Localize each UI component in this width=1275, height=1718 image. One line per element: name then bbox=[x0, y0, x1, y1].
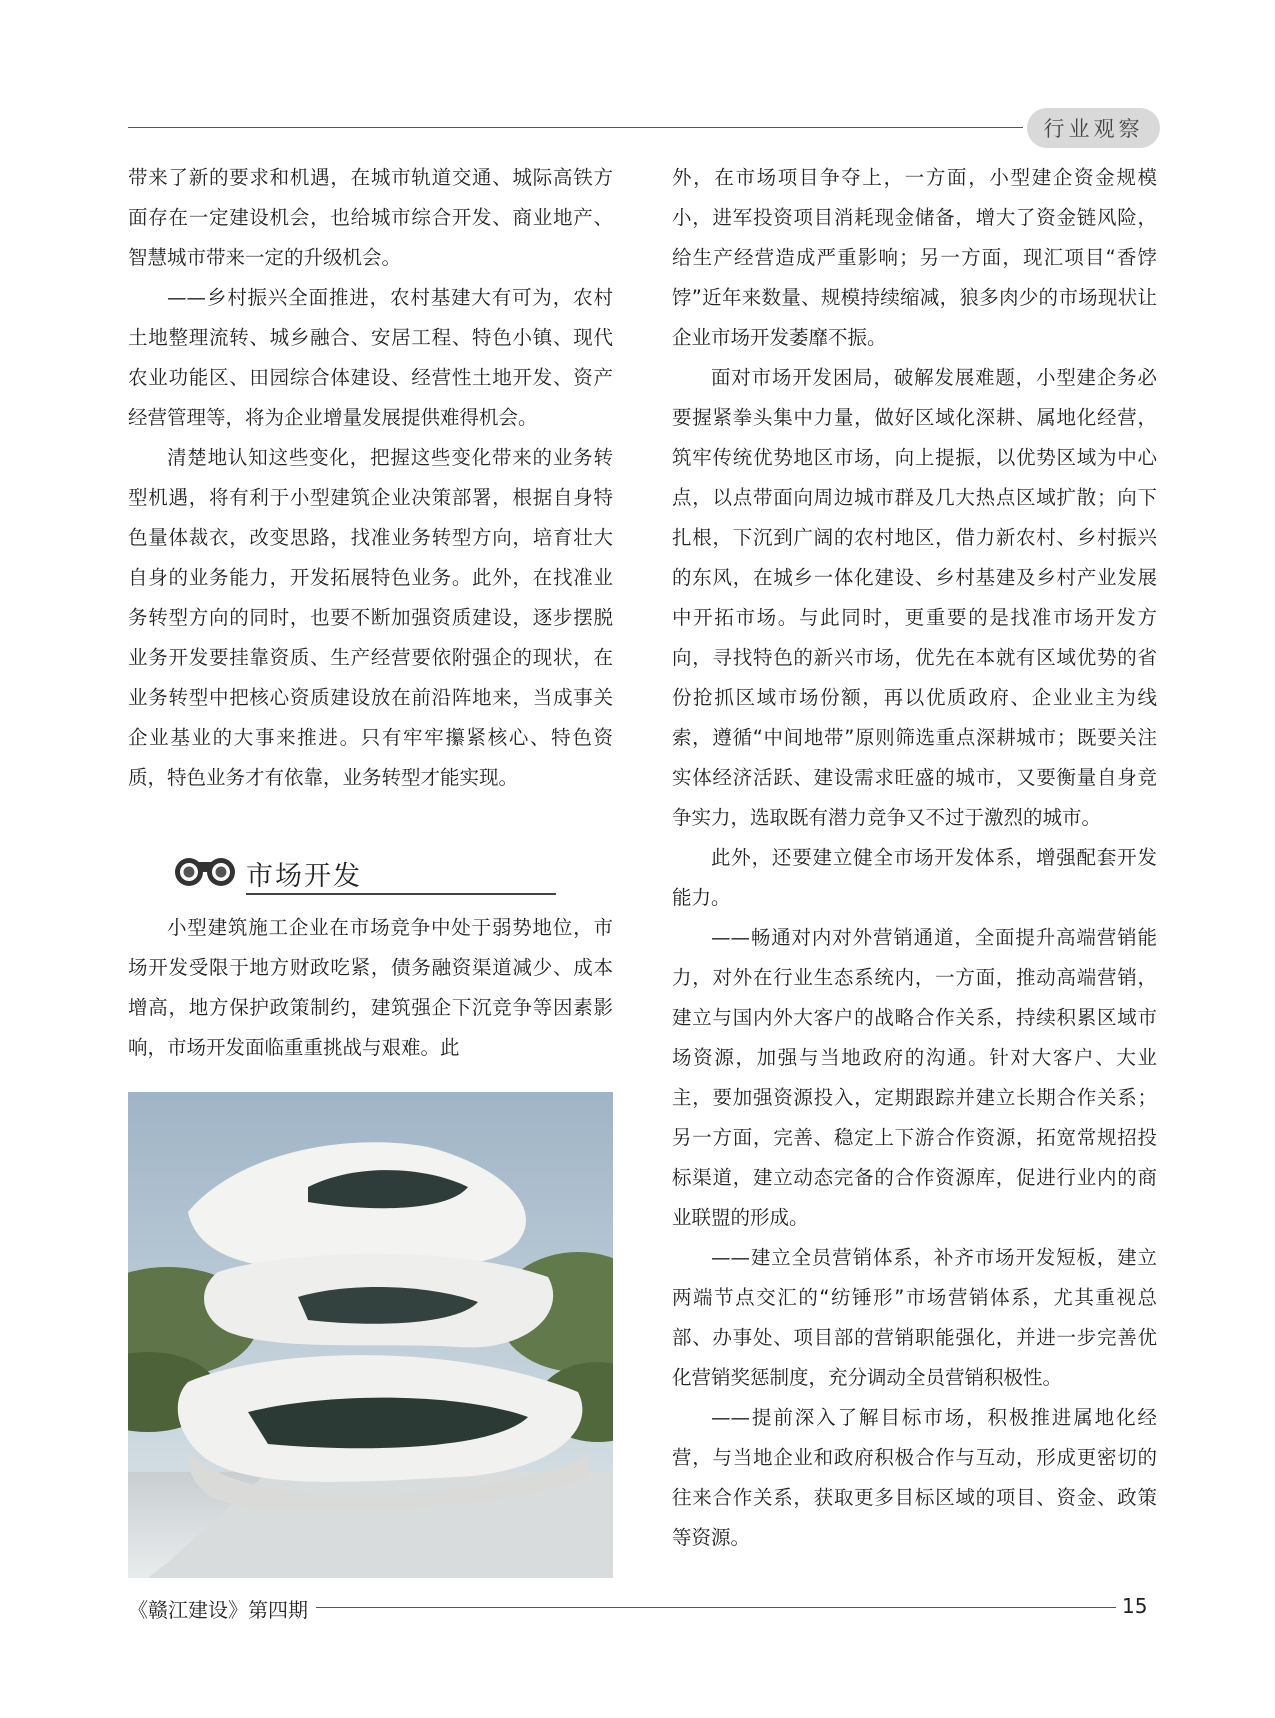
paragraph: ——建立全员营销体系，补齐市场开发短板，建立两端节点交汇的“纺锤形”市场营销体系，尤其重视总部、办事处、项目部的营销职能强化，并进一步完善优化营销奖惩制度，充分调动全员营销积极性。 bbox=[672, 1246, 1157, 1389]
section-tab: 行业观察 bbox=[1027, 108, 1160, 148]
heading-underline bbox=[246, 893, 556, 895]
paragraph: 清楚地认知这些变化，把握这些变化带来的业务转型机遇，将有利于小型建筑企业决策部署，根据自身特色量体裁衣，改变思路，找准业务转型方向，培育壮大自身的业务能力，开发拓展特色业务。此外，在找准业务转型方向的同时，也要不断加强资质建设，逐步摆脱业务开发要挂靠资质、生产经营要依附强企的现状，在业务转型中把核心资质建设放在前沿阵地来，当成事关企业基业的大事来推进。只有牢牢攥紧核心、特色资质，特色业务才有依靠，业务转型才能实现。 bbox=[128, 446, 613, 789]
paragraph: 带来了新的要求和机遇，在城市轨道交通、城际高铁方面存在一定建设机会，也给城市综合开发、商业地产、智慧城市带来一定的升级机会。 bbox=[128, 166, 613, 269]
header-rule bbox=[128, 127, 1023, 128]
paragraph: 面对市场开发困局，破解发展难题，小型建企务必要握紧拳头集中力量，做好区域化深耕、属地化经营，筑牢传统优势地区市场，向上提振，以优势区域为中心点，以点带面向周边城市群及几大热点区域扩散；向下扎根，下沉到广阔的农村地区，借力新农村、乡村振兴的东风，在城乡一体化建设、乡村基建及乡村产业发展中开拓市场。与此同时，更重要的是找准市场开发方向，寻找特色的新兴市场，优先在本就有区域优势的省份抢抓区域市场份额，再以优质政府、企业业主为线索，遵循“中间地带”原则筛选重点深耕城市；既要关注实体经济活跃、建设需求旺盛的城市，又要衡量自身竞争实力，选取既有潜力竞争又不过于激烈的城市。 bbox=[672, 366, 1157, 829]
footer-rule bbox=[316, 1607, 1116, 1608]
paragraph: ——畅通对内对外营销通道，全面提升高端营销能力，对外在行业生态系统内，一方面，推动高端营销，建立与国内外大客户的战略合作关系，持续积累区域市场资源，加强与当地政府的沟通。针对大客户、大业主，要加强资源投入，定期跟踪并建立长期合作关系；另一方面，完善、稳定上下游合作资源，拓宽常规招投标渠道，建立动态完备的合作资源库，促进行业内的商业联盟的形成。 bbox=[672, 926, 1157, 1229]
paragraph: 外，在市场项目争夺上，一方面，小型建企资金规模小，进军投资项目消耗现金储备，增大了资金链风险，给生产经营造成严重影响；另一方面，现汇项目“香饽饽”近年来数量、规模持续缩减，狼多肉少的市场现状让企业市场开发萎靡不振。 bbox=[672, 166, 1157, 349]
paragraph: 此外，还要建立健全市场开发体系，增强配套开发能力。 bbox=[672, 846, 1157, 909]
paragraph: ——提前深入了解目标市场，积极推进属地化经营，与当地企业和政府积极合作与互动，形成更密切的往来合作关系，获取更多目标区域的项目、资金、政策等资源。 bbox=[672, 1406, 1157, 1549]
section-heading-title: 市场开发 bbox=[246, 860, 362, 892]
journal-name: 《赣江建设》第四期 bbox=[128, 1594, 316, 1623]
paragraph: ——乡村振兴全面推进，农村基建大有可为，农村土地整理流转、城乡融合、安居工程、特色小镇、现代农业功能区、田园综合体建设、经营性土地开发、资产经营管理等，将为企业增量发展提供难得机会。 bbox=[128, 286, 613, 429]
left-column bbox=[128, 158, 613, 798]
architecture-photo bbox=[128, 1092, 613, 1578]
page-number: 15 bbox=[1122, 1594, 1148, 1618]
right-column bbox=[672, 158, 1157, 1558]
left-column-continued bbox=[128, 908, 613, 1068]
paragraph: 小型建筑施工企业在市场竞争中处于弱势地位，市场开发受限于地方财政吃紧，债务融资渠道减少、成本增高，地方保护政策制约，建筑强企下沉竞争等因素影响，市场开发面临重重挑战与艰难。此 bbox=[128, 916, 613, 1059]
section-heading bbox=[174, 853, 362, 893]
binoculars-icon bbox=[174, 854, 236, 892]
